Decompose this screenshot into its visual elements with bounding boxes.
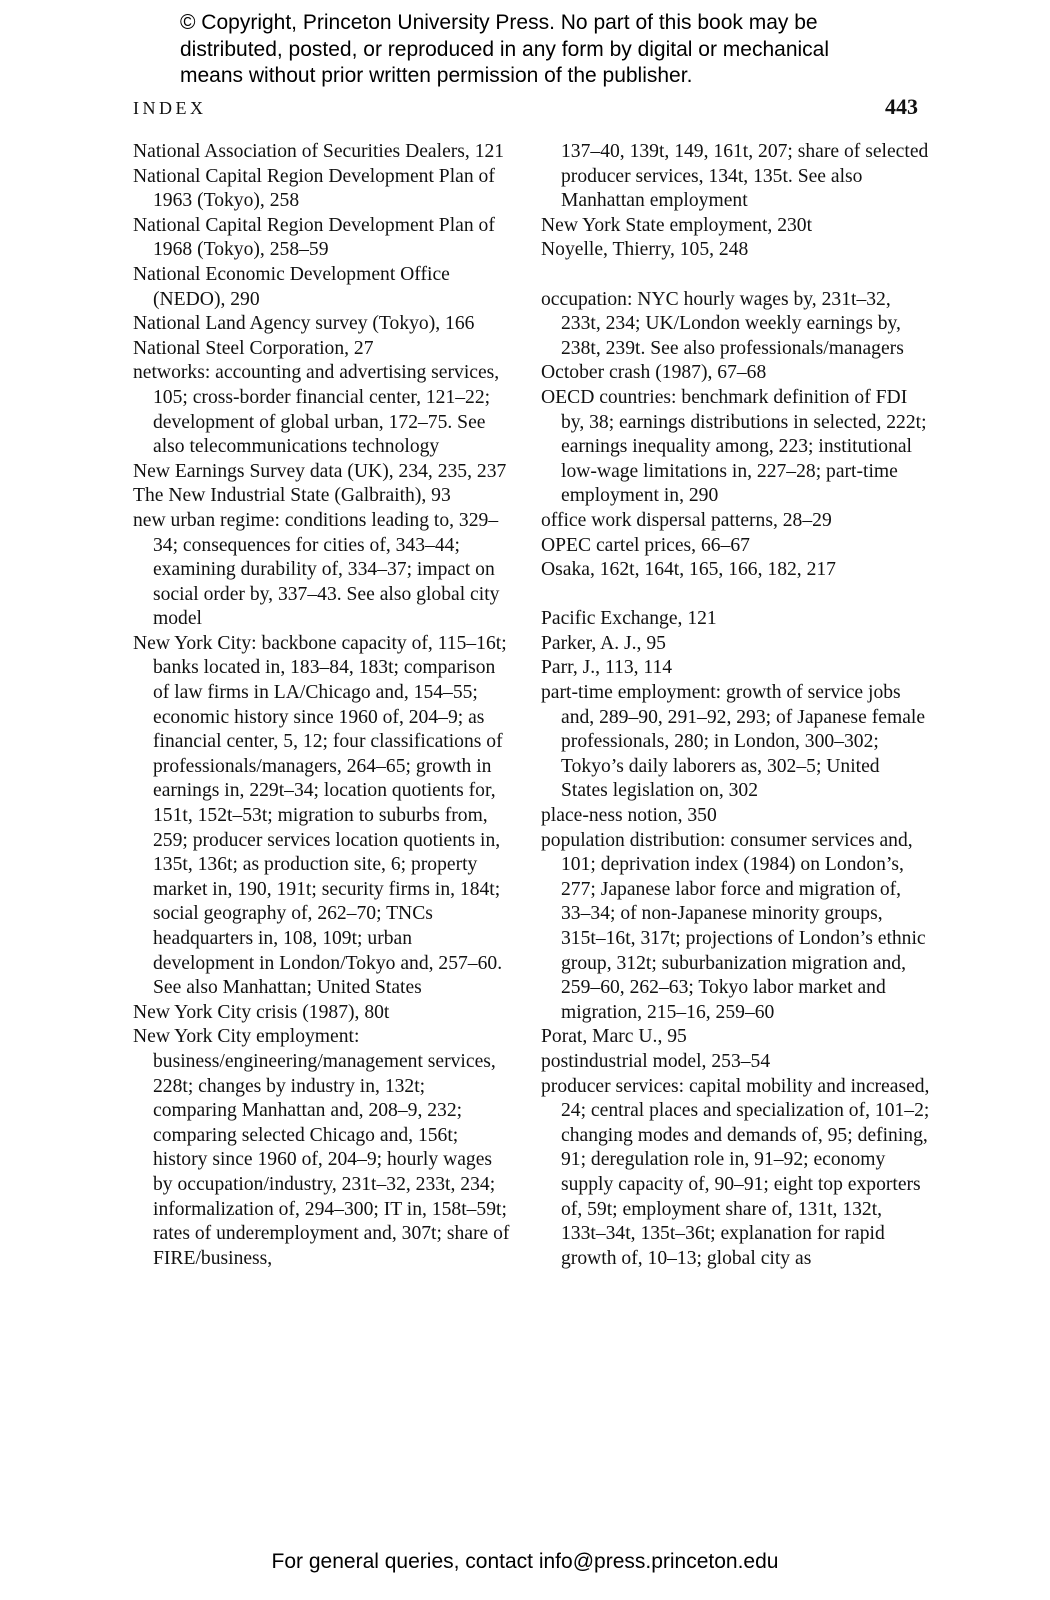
letter-group-gap — [541, 263, 931, 288]
copyright-line: © Copyright, Princeton University Press. No part of this book may be — [180, 11, 818, 34]
index-entry: place-ness notion, 350 — [541, 805, 717, 827]
letter-group-gap — [541, 583, 931, 608]
index-entry: postindustrial model, 253–54 — [541, 1050, 771, 1072]
index-entry: Parker, A. J., 95 — [541, 632, 666, 654]
index-entry: networks: accounting and advertising services, 105; cross-border financial center, 121–22; development of global urban, 172–75. See also telecommunications technology — [133, 362, 500, 458]
index-entry: New York City: backbone capacity of, 115–16t; banks located in, 183–84, 183t; comparison of law firms in LA/Chicago and, 154–55; economic history since 1960 of, 204–9; as financial center, 5, 12; four classifications of professionals/managers, 264–65; growth in earnings in, 229t–34; location quotients for, 151t, 152t–53t; migration to suburbs from, 259; producer services location quotients in, 135t, 136t; as production site, 6; property market in, 190, 191t; security firms in, 184t; social geography of, 262–70; TNCs headquarters in, 108, 109t; urban development in London/Tokyo and, 257–60. See also Manhattan; United States — [133, 632, 507, 999]
index-entry: National Land Agency survey (Tokyo), 166 — [133, 313, 475, 335]
index-entry: OECD countries: benchmark definition of FDI by, 38; earnings distributions in selected, 222t; earnings inequality among, 223; institutional low-wage limitations in, 227–28; part-time employment in, 290 — [541, 386, 927, 507]
index-entry-continued: 137–40, 139t, 149, 161t, 207; share of selected producer services, 134t, 135t. See also Manhattan employment — [561, 141, 929, 212]
copyright-line: distributed, posted, or reproduced in any form by digital or mechanical — [180, 37, 830, 61]
index-column-right — [541, 140, 931, 1271]
index-entry: Parr, J., 113, 114 — [541, 657, 673, 679]
index-entry: New York State employment, 230t — [541, 214, 813, 236]
index-entry: part-time employment: growth of service jobs and, 289–90, 291–92, 293; of Japanese female professionals, 280; in London, 300–302; Tokyo’s daily laborers as, 302–5; United States legislation on, 302 — [541, 682, 926, 802]
index-entry: office work dispersal patterns, 28–29 — [541, 509, 832, 531]
index-entry: New York City crisis (1987), 80t — [133, 1001, 390, 1023]
index-entry: OPEC cartel prices, 66–67 — [541, 534, 750, 556]
index-entry: National Capital Region Development Plan of 1968 (Tokyo), 258–59 — [133, 214, 495, 261]
index-entry: new urban regime: conditions leading to, 329–34; consequences for cities of, 343–44; examining durability of, 334–37; impact on social order by, 337–43. See also global city model — [133, 509, 500, 630]
index-entry: National Steel Corporation, 27 — [133, 337, 374, 359]
index-entry: Osaka, 162t, 164t, 165, 166, 182, 217 — [541, 559, 836, 581]
index-entry: October crash (1987), 67–68 — [541, 362, 767, 384]
index-entry: New York City employment: business/engineering/management services, 228t; changes by industry in, 132t; comparing Manhattan and, 208–9, 232; comparing selected Chicago and, 156t; history since 1960 of, 204–9; hourly wages by occupation/industry, 231t–32, 233t, 234; informalization of, 294–300; IT in, 158t–59t; rates of underemployment and, 307t; share of FIRE/business, — [133, 1026, 510, 1269]
index-entry: The New Industrial State (Galbraith), 93 — [133, 485, 451, 507]
index-entry: Pacific Exchange, 121 — [541, 608, 717, 630]
contact-footer: For general queries, contact info@press.princeton.edu — [271, 1550, 779, 1573]
index-entry: Porat, Marc U., 95 — [541, 1026, 687, 1048]
index-entry: National Association of Securities Dealers, 121 — [133, 141, 505, 162]
copyright-notice — [180, 10, 940, 90]
index-entry: National Capital Region Development Plan of 1963 (Tokyo), 258 — [133, 165, 495, 212]
page-number: 443 — [885, 94, 918, 119]
copyright-line: means without prior written permission of the publisher. — [180, 64, 693, 87]
index-entry: Noyelle, Thierry, 105, 248 — [541, 239, 749, 261]
index-entry: National Economic Development Office (NEDO), 290 — [133, 263, 450, 310]
index-entry: New Earnings Survey data (UK), 234, 235, 237 — [133, 460, 507, 482]
index-entry: occupation: NYC hourly wages by, 231t–32, 233t, 234; UK/London weekly earnings by, 238t, 239t. See also professionals/managers — [541, 288, 904, 359]
running-head: INDEX — [133, 98, 207, 118]
index-entry: population distribution: consumer services and, 101; deprivation index (1984) on London’s, 277; Japanese labor force and migration of, 33–34; of non-Japanese minority groups, 315t–16t, 317t; projections of London’s ethnic group, 312t; suburbanization migration and, 259–60, 262–63; Tokyo labor market and migration, 215–16, 259–60 — [541, 829, 926, 1023]
index-entry: producer services: capital mobility and increased, 24; central places and specialization of, 101–2; changing modes and demands of, 95; defining, 91; deregulation role in, 91–92; economy supply capacity of, 90–91; eight top exporters of, 59t; employment share of, 131t, 132t, 133t–34t, 135t–36t; explanation for rapid growth of, 10–13; global city as — [541, 1075, 930, 1269]
index-column-left — [133, 140, 513, 1271]
